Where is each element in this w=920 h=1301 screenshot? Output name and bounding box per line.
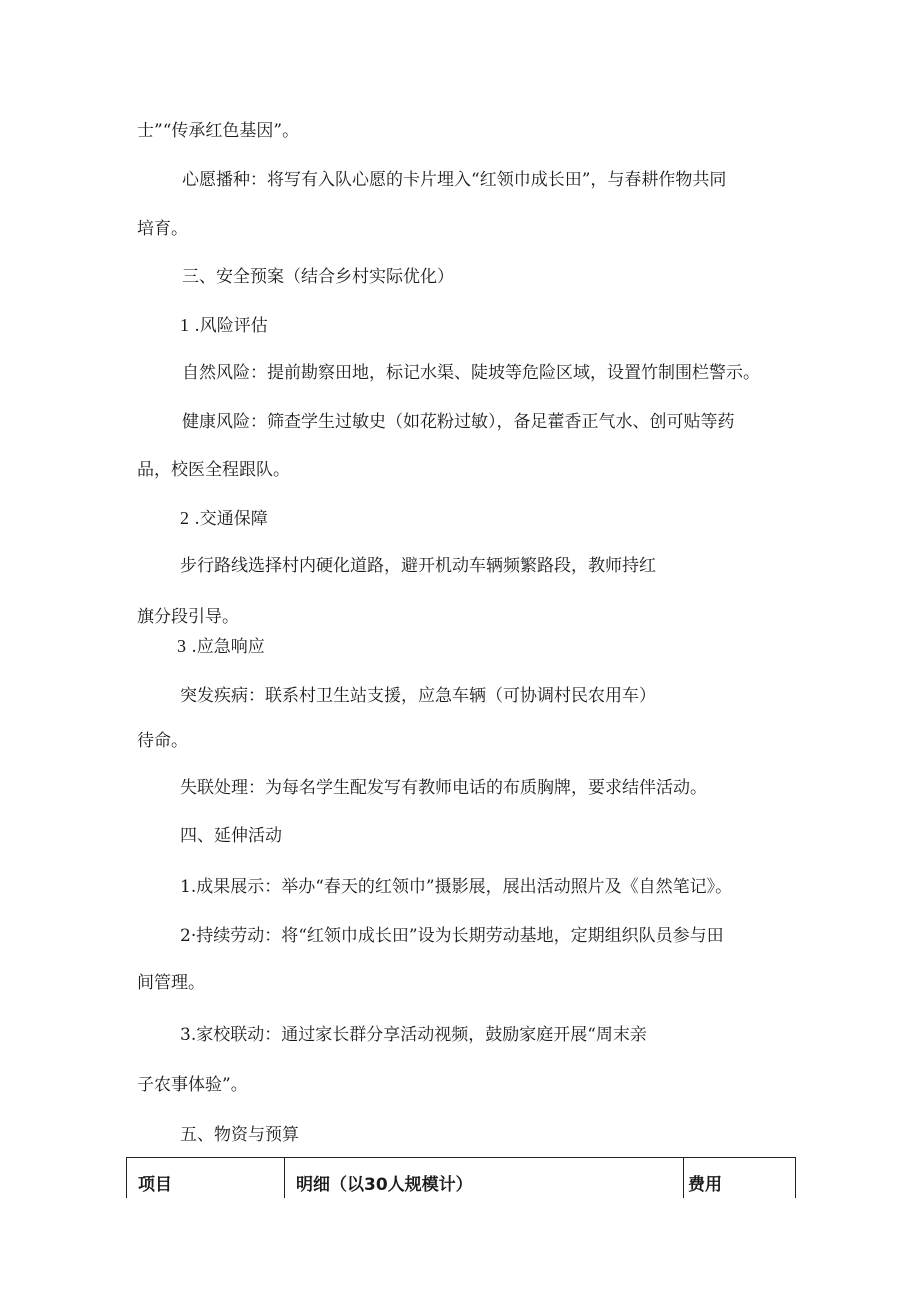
subsection-heading: 1 .风险评估 bbox=[180, 315, 268, 336]
paragraph-line: 步行路线选择村内硬化道路，避开机动车辆频繁路段，教师持红 bbox=[180, 556, 656, 576]
paragraph-line: 品，校医全程跟队。 bbox=[137, 460, 290, 480]
paragraph-line: 1.成果展示：举办“春天的红领巾”摄影展，展出活动照片及《自然笔记》。 bbox=[180, 877, 733, 897]
budget-table bbox=[126, 1157, 796, 1198]
paragraph-line: 2·持续劳动：将“红领巾成长田”设为长期劳动基地，定期组织队员参与田 bbox=[180, 926, 724, 946]
paragraph-line: 3.家校联动：通过家长群分享活动视频，鼓励家庭开展“周末亲 bbox=[180, 1025, 647, 1045]
section-heading: 五、物资与预算 bbox=[180, 1125, 299, 1145]
table-header-item: 项目 bbox=[127, 1158, 285, 1198]
paragraph-line: 子农事体验”。 bbox=[137, 1075, 248, 1095]
paragraph-line: 自然风险：提前勘察田地，标记水渠、陡坡等危险区域，设置竹制围栏警示。 bbox=[182, 363, 760, 383]
paragraph-line: 心愿播种：将写有入队心愿的卡片埋入“红领巾成长田”，与春耕作物共同 bbox=[182, 170, 727, 190]
paragraph-line: 士”“传承红色基因”。 bbox=[137, 121, 300, 141]
paragraph-line: 间管理。 bbox=[137, 973, 205, 993]
section-heading: 三、安全预案（结合乡村实际优化） bbox=[182, 267, 454, 287]
table-header-detail: 明细（以30人规模计） bbox=[285, 1158, 684, 1198]
paragraph-line: 健康风险：筛查学生过敏史（如花粉过敏），备足藿香正气水、创可贴等药 bbox=[182, 412, 735, 432]
table-header-cost: 费用 bbox=[688, 1175, 722, 1195]
paragraph-line: 培育。 bbox=[137, 219, 188, 239]
paragraph-line: 待命。 bbox=[137, 731, 188, 751]
paragraph-line: 突发疾病：联系村卫生站支援，应急车辆（可协调村民农用车） bbox=[180, 686, 656, 706]
subsection-heading: 2 .交通保障 bbox=[180, 508, 268, 529]
section-heading: 四、延伸活动 bbox=[180, 826, 282, 846]
subsection-heading: 3 .应急响应 bbox=[177, 636, 265, 657]
paragraph-line: 失联处理：为每名学生配发写有教师电话的布质胸牌，要求结伴活动。 bbox=[180, 778, 707, 798]
paragraph-line: 旗分段引导。 bbox=[137, 607, 239, 627]
